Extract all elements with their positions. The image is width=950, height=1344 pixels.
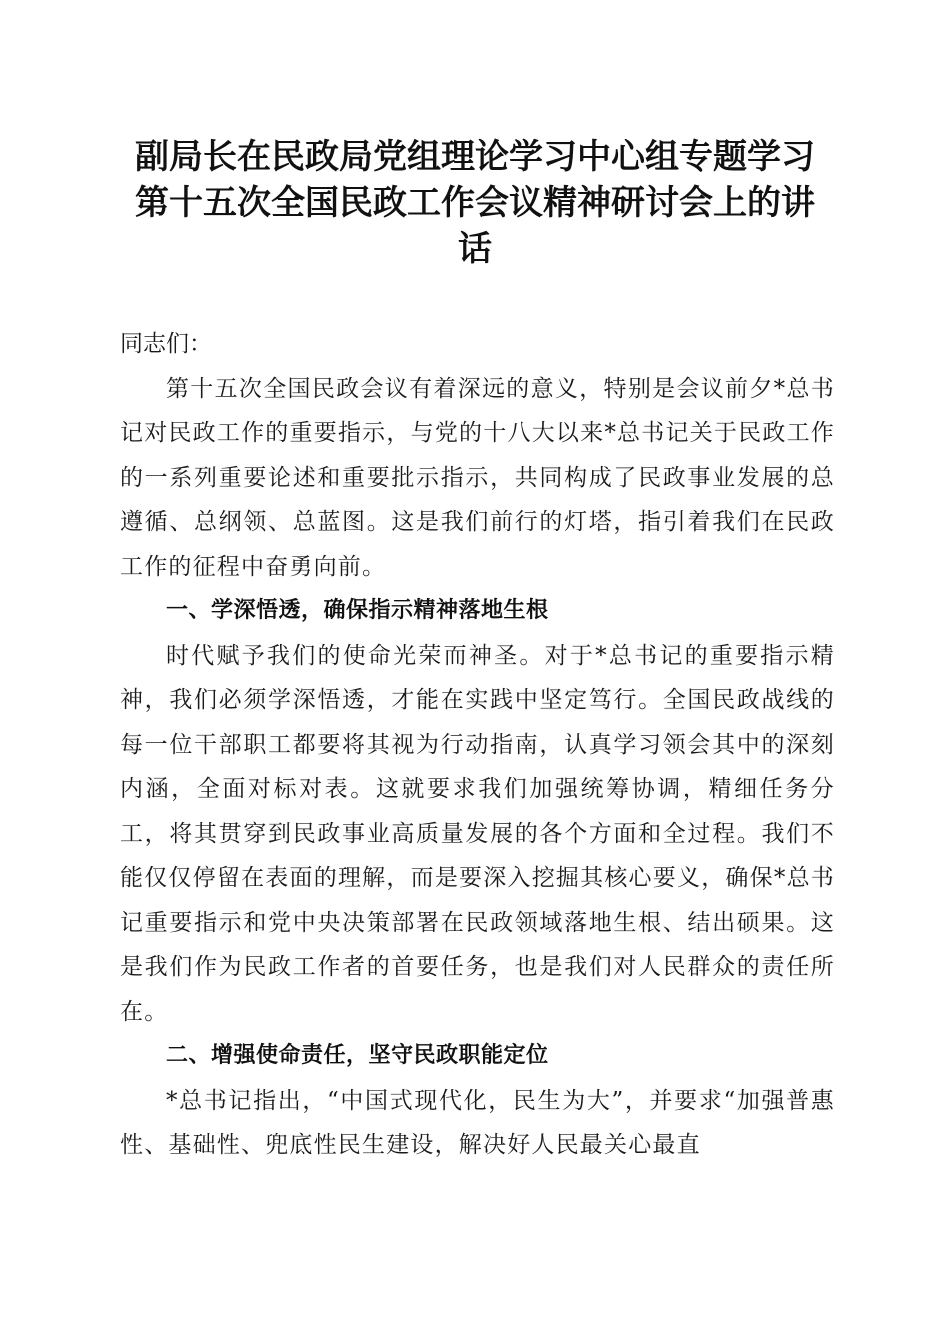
section-heading-1: 一、学深悟透，确保指示精神落地生根 [166, 598, 549, 623]
section-paragraph-1: 时代赋予我们的使命光荣而神圣。对于*总书记的重要指示精神，我们必须学深悟透，才能在实践中坚定笃行。全国民政战线的每一位干部职工都要将其视为行动指南，认真学习领会其中的深刻内涵，全面对标对表。这就要求我们加强统筹协调，精细任务分工，将其贯穿到民政事业高质量发展的各个方面和全过程。我们不能仅仅停留在表面的理解，而是要深入挖掘其核心要义，确保*总书记重要指示和党中央决策部署在民政领域落地生根、结出硕果。这是我们作为民政工作者的首要任务，也是我们对人民群众的责任所在。 [120, 642, 835, 1025]
salutation: 同志们： [120, 331, 212, 357]
intro-paragraph: 第十五次全国民政会议有着深远的意义，特别是会议前夕*总书记对民政工作的重要指示，与党的十八大以来*总书记关于民政工作的一系列重要论述和重要批示指示，共同构成了民政事业发展的总遵循、总纲领、总蓝图。这是我们前行的灯塔，指引着我们在民政工作的征程中奋勇向前。 [120, 375, 835, 580]
title-line-2: 第十五次全国民政工作会议精神研讨会上的讲 [135, 183, 815, 223]
title-line-3: 话 [458, 229, 492, 269]
title-line-1: 副局长在民政局党组理论学习中心组专题学习 [135, 137, 815, 177]
section-heading-2: 二、增强使命责任，坚守民政职能定位 [166, 1043, 549, 1068]
section-paragraph-2: *总书记指出，“中国式现代化，民生为大”，并要求“加强普惠性、基础性、兜底性民生建设，解决好人民最关心最直 [120, 1087, 835, 1158]
document-title [110, 134, 840, 272]
document-body [120, 322, 835, 1168]
